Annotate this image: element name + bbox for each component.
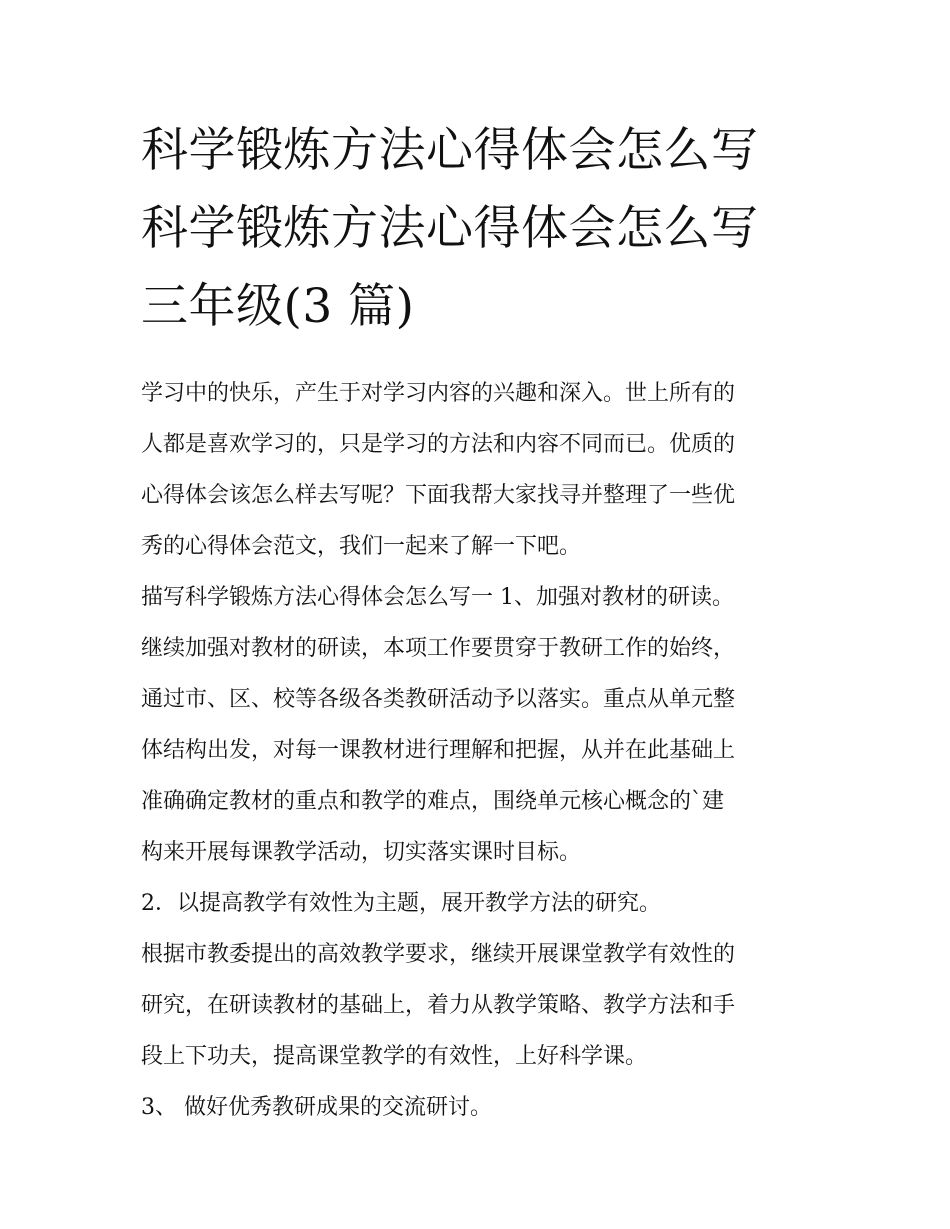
body-line: 心得体会该怎么样去写呢？下面我帮大家找寻并整理了一些优 bbox=[141, 483, 736, 508]
document-page bbox=[141, 112, 821, 1133]
title-line: 科学锻炼方法心得体会怎么写 bbox=[141, 201, 759, 256]
body-line: 准确确定教材的重点和教学的难点，围绕单元核心概念的`建 bbox=[141, 789, 725, 814]
body-line: 描写科学锻炼方法心得体会怎么写一 1、加强对教材的研读。 bbox=[141, 585, 734, 610]
body-line: 秀的心得体会范文，我们一起来了解一下吧。 bbox=[141, 534, 582, 559]
body-line: 研究，在研读教材的基础上，着力从教学策略、教学方法和手 bbox=[141, 993, 736, 1018]
body-line: 人都是喜欢学习的，只是学习的方法和内容不同而已。优质的 bbox=[141, 432, 736, 457]
body-line: 通过市、区、校等各级各类教研活动予以落实。重点从单元整 bbox=[141, 687, 736, 712]
body-line: 继续加强对教材的研读，本项工作要贯穿于教研工作的始终， bbox=[141, 636, 736, 661]
title-line: 三年级(3 篇) bbox=[141, 279, 415, 334]
body-line: 根据市教委提出的高效教学要求，继续开展课堂教学有效性的 bbox=[141, 942, 736, 967]
body-line: 2．以提高教学有效性为主题，展开教学方法的研究。 bbox=[141, 891, 661, 916]
body-line: 段上下功夫，提高课堂教学的有效性，上好科学课。 bbox=[141, 1044, 648, 1069]
body-line: 3、 做好优秀教研成果的交流研讨。 bbox=[141, 1095, 492, 1120]
document-body bbox=[141, 368, 821, 1133]
body-line: 体结构出发，对每一课教材进行理解和把握，从并在此基础上 bbox=[141, 738, 736, 763]
title-line: 科学锻炼方法心得体会怎么写 bbox=[141, 123, 759, 178]
document-title bbox=[141, 112, 821, 346]
body-line: 学习中的快乐，产生于对学习内容的兴趣和深入。世上所有的 bbox=[141, 381, 736, 406]
body-line: 构来开展每课教学活动，切实落实课时目标。 bbox=[141, 840, 582, 865]
